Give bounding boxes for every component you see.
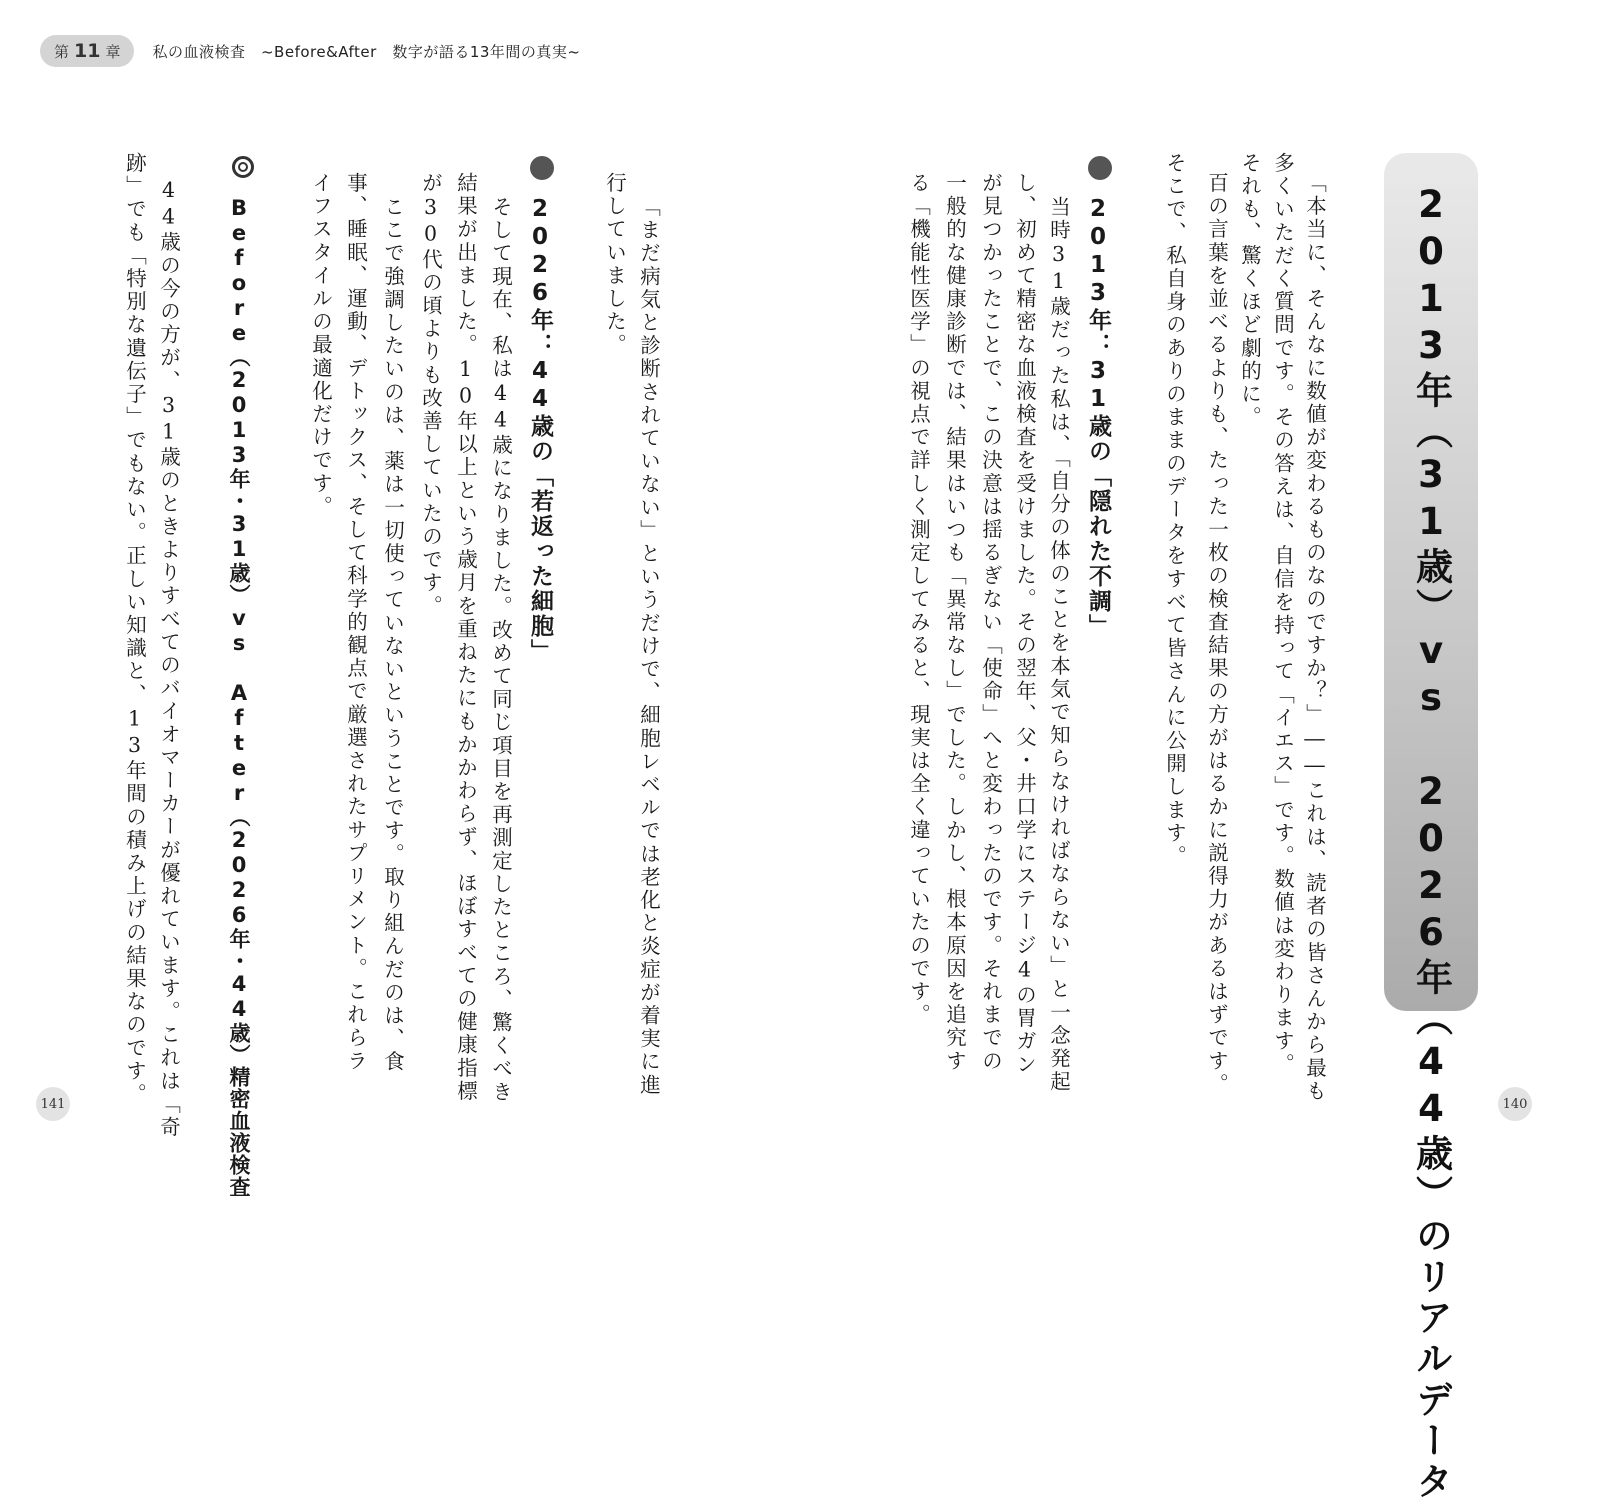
section-title: 2013年（31歳）vs 2026年（44歳）のリアルデータ [1409,183,1453,1503]
intro-line-5: そこで、私自身のありのままのデータをすべて皆さんに公開します。 [1162,152,1187,869]
bullet-icon [1088,156,1112,180]
section2-line-5: 事、睡眠、運動、デトックス、そして科学的観点で厳選されたサプリメント。これらラ [343,172,368,1073]
intro-line-4: 百の言葉を並べるよりも、たった一枚の検査結果の方がはるかに説得力があるはずです。 [1204,172,1229,1096]
section-title-box [1384,153,1478,1503]
section1-line-2: し、初めて精密な血液検査を受けました。その翌年、父・井口学にステージ4の胃ガン [1012,172,1037,1077]
page-number-left: 141 [36,1087,70,1121]
section1-line-1: 当時31歳だった私は、「自分の体のことを本気で知らなければならない」と一念発起 [1046,196,1071,1094]
section1-heading: 2013年：31歳の「隠れた不調」 [1085,196,1111,639]
section3-heading: Before（2013年・31歳）vs After（2026年・44歳）精密血液検査 [227,196,251,1198]
section2-line-2: 結果が出ました。10年以上という歳月を重ねたにもかかわらず、ほぼすべての健康指標 [453,172,478,1103]
continued-line-1: 「まだ病気と診断されていない」というだけで、細胞レベルでは老化と炎症が着実に進 [636,196,661,1097]
intro-line-3: それも、驚くほど劇的に。 [1237,152,1262,430]
chapter-suffix: 章 [105,42,121,61]
page-number-right: 140 [1498,1087,1532,1121]
double-circle-icon [232,156,254,178]
section2-line-3: が30代の頃よりも改善していたのです。 [418,172,443,618]
intro-line-1: 「本当に、そんなに数値が変わるものなのですか？」――これは、読者の皆さんから最も [1302,172,1327,1103]
chapter-badge [40,35,134,67]
running-title: 私の血液検査 ~Before&After 数字が語る13年間の真実~ [152,42,581,61]
bullet-icon [530,156,554,180]
intro-line-2: 多くいただく質問です。その答えは、自信を持って「イエス」です。数値は変わります。 [1270,152,1295,1076]
section1-line-5: る「機能性医学」の視点で詳しく測定してみると、現実は全く違っていたのです。 [906,172,931,1027]
section2-line-4: ここで強調したいのは、薬は一切使っていないということです。取り組んだのは、食 [380,196,405,1074]
section3-line-2: 跡」でも「特別な遺伝子」でもない。正しい知識と、13年間の積み上げの結果なのです。 [122,152,147,1107]
section1-line-3: が見つかったことで、この決意は揺るぎない「使命」へと変わったのです。それまでの [978,172,1003,1073]
section1-line-4: 一般的な健康診断では、結果はいつも「異常なし」でした。しかし、根本原因を追究す [942,172,967,1073]
chapter-prefix: 第 [54,42,70,61]
continued-line-2: 行していました。 [602,172,627,357]
section2-heading: 2026年：44歳の「若返った細胞」 [527,196,553,664]
section2-line-1: そして現在、私は44歳になりました。改めて同じ項目を再測定したところ、驚くべき [488,196,513,1104]
running-header [40,34,580,68]
section2-line-6: イフスタイルの最適化だけです。 [308,172,333,519]
chapter-number: 11 [74,40,101,62]
section3-line-1: 44歳の今の方が、31歳のときよりすべてのバイオマーカーが優れています。これは「奇 [156,178,181,1140]
